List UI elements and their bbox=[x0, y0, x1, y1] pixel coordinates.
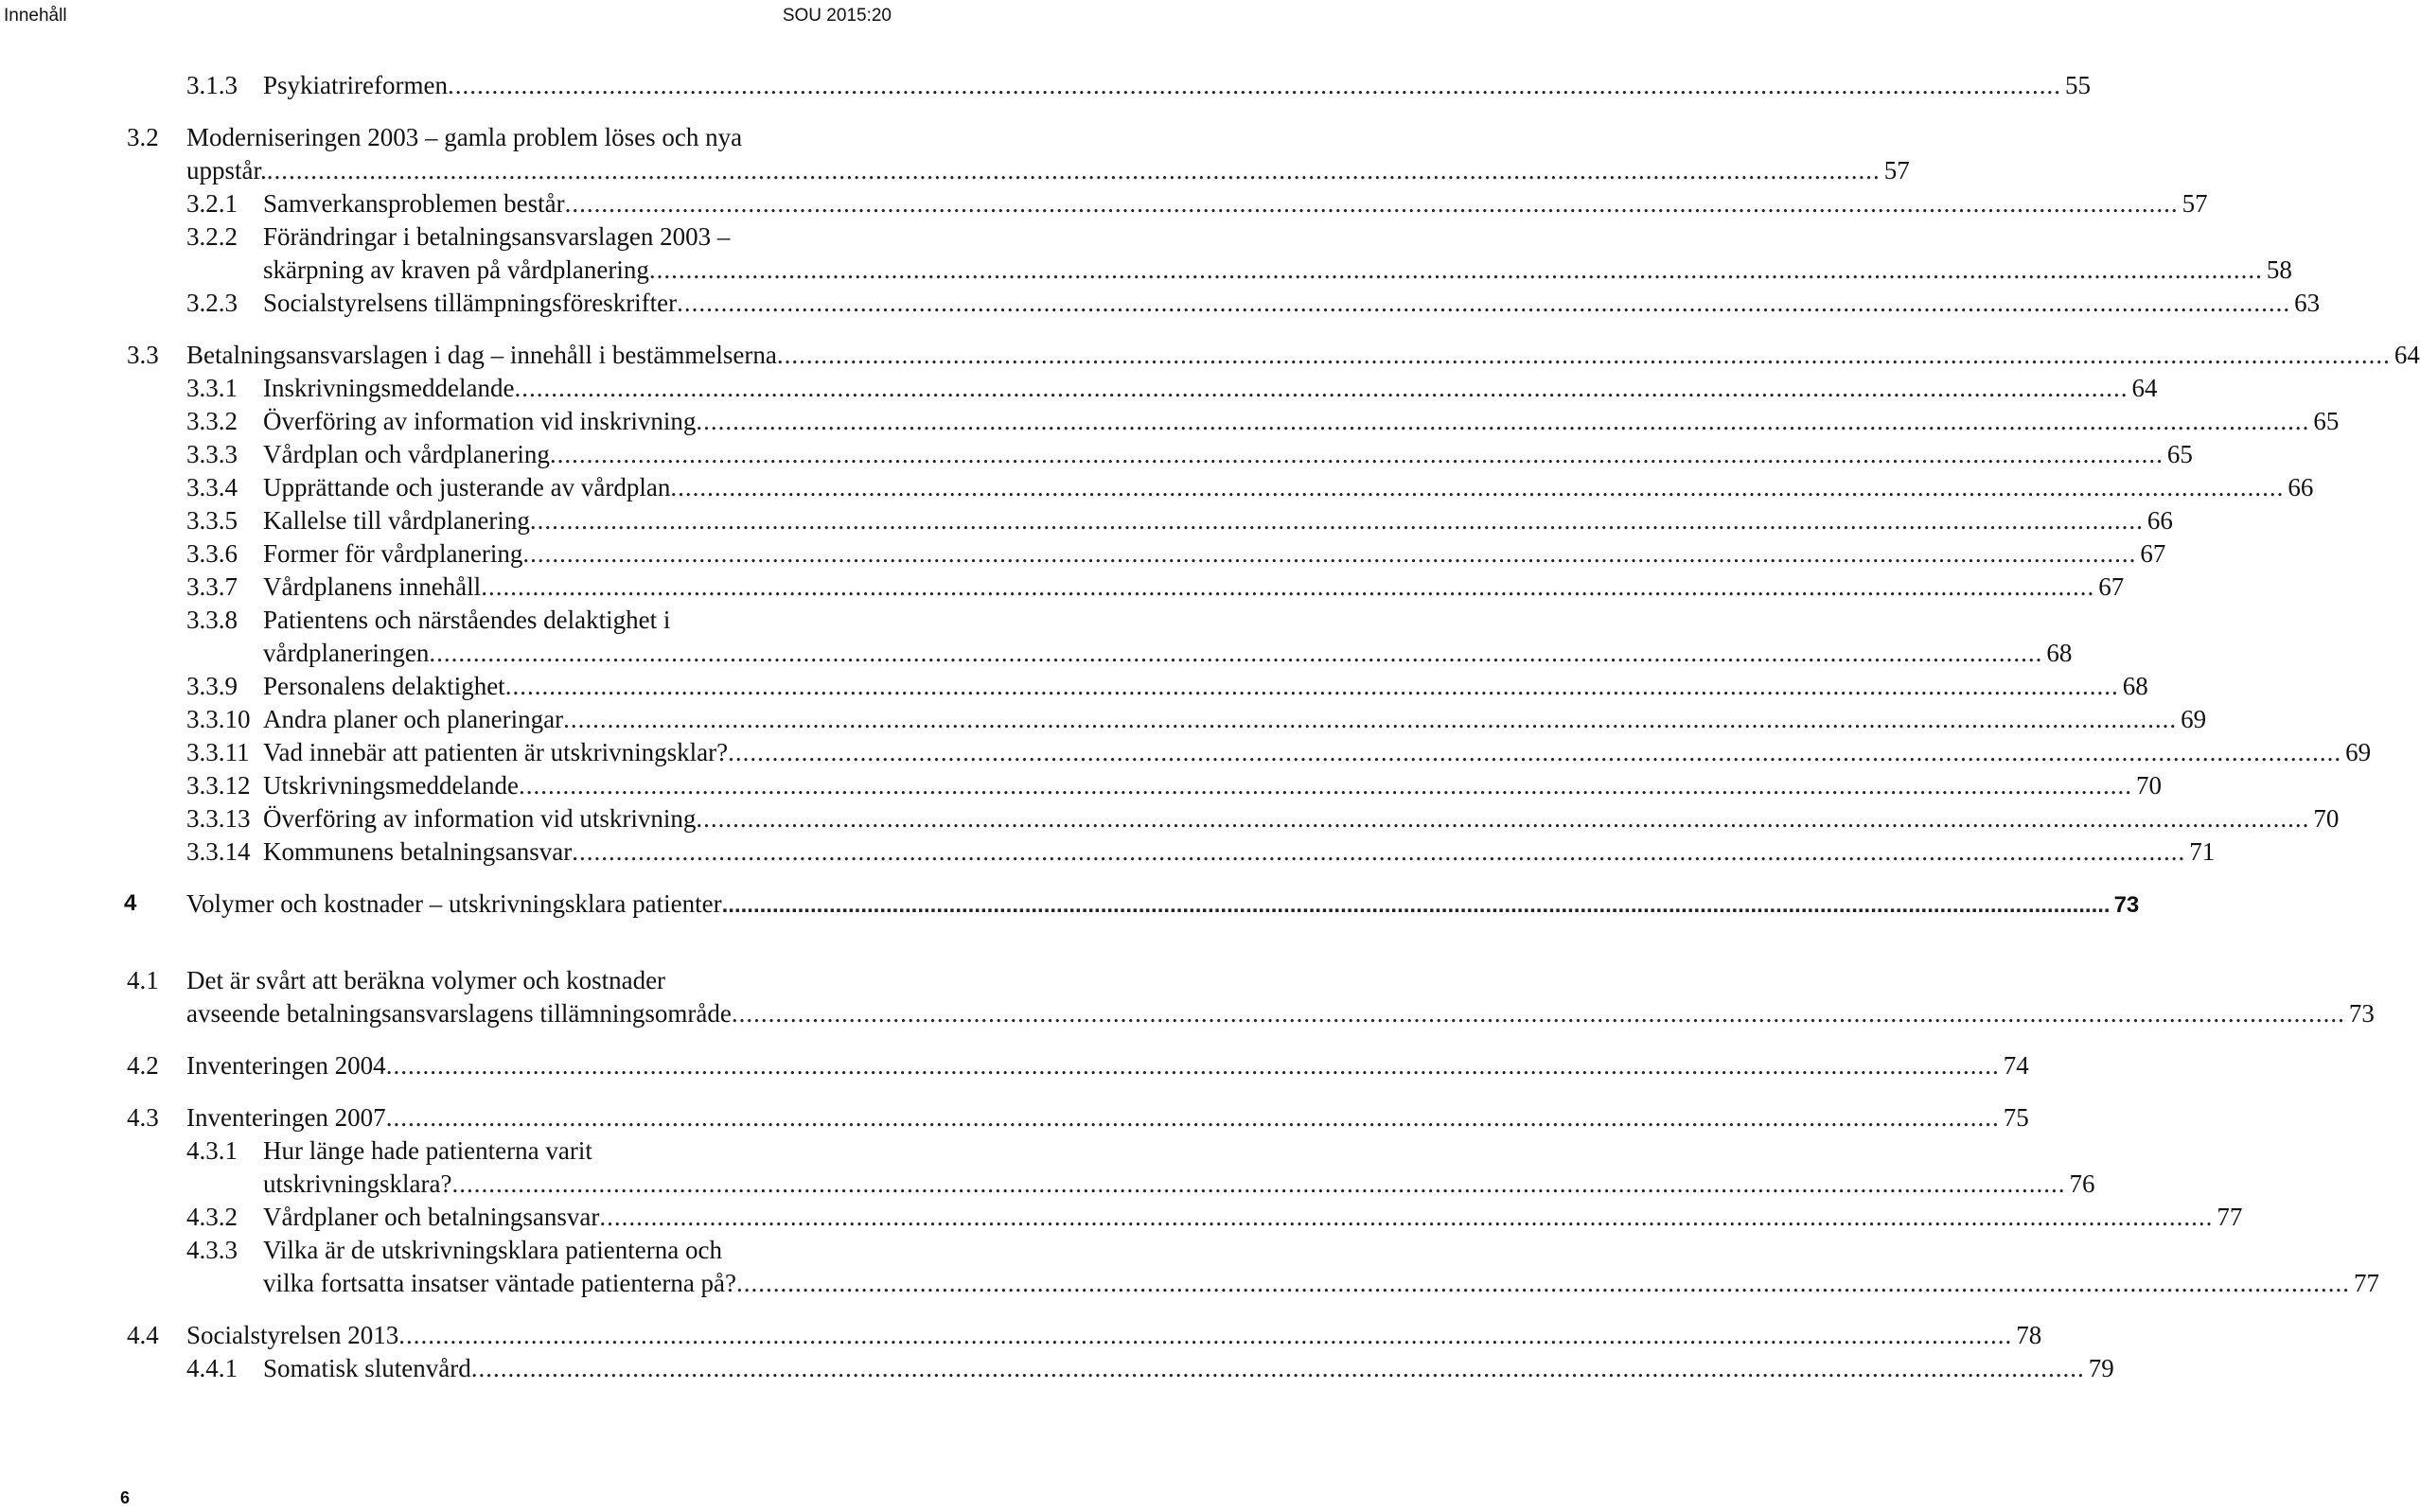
toc-entry-number: 3.3.9 bbox=[186, 672, 238, 700]
toc-entry-page: 77 bbox=[2217, 1203, 2243, 1231]
toc-entry-number: 3.3.1 bbox=[186, 374, 238, 402]
dot-leader: ............................................................................................................................................................................................................................ bbox=[696, 804, 2310, 833]
toc-entry[interactable] bbox=[0, 996, 2375, 1030]
toc-entry[interactable] bbox=[0, 437, 2193, 471]
toc-entry-title: Inskrivningsmeddelande bbox=[263, 374, 515, 402]
toc-entry-title: Vilka är de utskrivningsklara patienterna och bbox=[263, 1236, 722, 1264]
toc-entry[interactable] bbox=[0, 1048, 2029, 1082]
toc-entry-number: 3.3.12 bbox=[186, 771, 251, 800]
toc-entry-page: 68 bbox=[2046, 639, 2073, 667]
toc-entry-page: 64 bbox=[2394, 341, 2420, 369]
toc-entry-number: 3.2 bbox=[127, 123, 159, 151]
running-header-report-id: SOU 2015:20 bbox=[782, 6, 892, 26]
toc-entry[interactable] bbox=[0, 503, 2173, 537]
dot-leader: ............................................................................................................................................................................................................................ bbox=[648, 255, 2263, 284]
toc-entry-title: skärpning av kraven på vårdplanering bbox=[263, 255, 649, 284]
toc-entry-number: 3.3.5 bbox=[186, 506, 238, 535]
toc-entry-page: 69 bbox=[2181, 705, 2207, 733]
toc-entry[interactable] bbox=[0, 1233, 909, 1267]
toc-entry-number: 3.3.6 bbox=[186, 539, 238, 568]
dot-leader: ............................................................................................................................................................................................................................ bbox=[470, 1354, 2085, 1382]
toc-entry-page: 57 bbox=[2182, 189, 2208, 218]
toc-entry-title: Personalens delaktighet bbox=[263, 672, 505, 700]
dot-leader: ............................................................................................................................................................................................................................ bbox=[599, 1203, 2214, 1231]
toc-entry-title: Kallelse till vårdplanering bbox=[263, 506, 530, 535]
toc-entry-number: 3.3.2 bbox=[186, 407, 238, 435]
toc-entry-page: 57 bbox=[1883, 156, 1910, 185]
toc-entry-title: Volymer och kostnader – utskrivningsklara patienter bbox=[186, 889, 722, 918]
toc-entry[interactable] bbox=[0, 186, 2208, 220]
toc-entry-number: 3.1.3 bbox=[186, 71, 238, 99]
toc-entry[interactable] bbox=[0, 1266, 2380, 1300]
dot-leader: ............................................................................................................................................................................................................................ bbox=[564, 189, 2179, 218]
dot-leader: ............................................................................................................................................................................................................................ bbox=[447, 71, 2061, 99]
toc-entry-number: 3.2.3 bbox=[186, 289, 238, 317]
toc-entry-title: Psykiatrireformen bbox=[263, 71, 448, 99]
toc-entry-title: vårdplaneringen bbox=[263, 639, 430, 667]
toc-entry-title: Socialstyrelsen 2013 bbox=[186, 1321, 399, 1349]
toc-entry[interactable] bbox=[0, 963, 909, 997]
toc-entry-page: 74 bbox=[2003, 1051, 2029, 1080]
toc-entry-title: Överföring av information vid inskrivning bbox=[263, 407, 697, 435]
toc-entry[interactable] bbox=[0, 669, 2148, 703]
dot-leader: ............................................................................................................................................................................................................................ bbox=[731, 999, 2345, 1028]
toc-entry[interactable] bbox=[0, 253, 2292, 287]
dot-leader: ............................................................................................................................................................................................................................ bbox=[514, 374, 2129, 402]
toc-entry-number: 3.2.2 bbox=[186, 222, 238, 251]
toc-entry-title: Hur länge hade patienterna varit bbox=[263, 1136, 592, 1165]
toc-entry-page: 65 bbox=[2313, 407, 2340, 435]
toc-entry[interactable] bbox=[0, 603, 909, 637]
toc-entry[interactable] bbox=[0, 768, 2162, 802]
toc-entry[interactable] bbox=[0, 1100, 2029, 1134]
toc-entry-number: 3.3 bbox=[127, 341, 159, 369]
toc-entry-number: 3.3.10 bbox=[186, 705, 251, 733]
dot-leader: ............................................................................................................................................................................................................................ bbox=[518, 771, 2132, 800]
toc-entry-title: Vårdplaner och betalningsansvar bbox=[263, 1203, 600, 1231]
toc-entry-title: Förändringar i betalningsansvarslagen 2003 – bbox=[263, 222, 731, 251]
dot-leader: ............................................................................................................................................................................................................................ bbox=[721, 892, 2111, 918]
toc-entry-number: 3.3.4 bbox=[186, 473, 238, 501]
toc-entry[interactable] bbox=[0, 570, 2125, 604]
toc-entry[interactable] bbox=[0, 1318, 2042, 1352]
dot-leader: ............................................................................................................................................................................................................................ bbox=[429, 639, 2043, 667]
toc-entry[interactable] bbox=[0, 801, 2340, 835]
toc-entry-title: Moderniseringen 2003 – gamla problem löses och nya bbox=[186, 123, 743, 151]
toc-entry-number: 4.4.1 bbox=[186, 1354, 238, 1382]
toc-entry-number: 3.3.8 bbox=[186, 606, 238, 634]
toc-entry[interactable] bbox=[0, 404, 2340, 438]
toc-entry-page: 68 bbox=[2122, 672, 2148, 700]
toc-entry[interactable] bbox=[0, 835, 2216, 869]
dot-leader: ............................................................................................................................................................................................................................ bbox=[776, 341, 2391, 369]
toc-entry[interactable] bbox=[0, 338, 2420, 372]
toc-entry[interactable] bbox=[0, 1167, 2095, 1201]
toc-entry-page: 66 bbox=[2146, 506, 2173, 535]
toc-entry-page: 63 bbox=[2294, 289, 2321, 317]
toc-entry[interactable] bbox=[0, 220, 909, 254]
toc-entry-page: 73 bbox=[2113, 892, 2140, 918]
toc-entry[interactable] bbox=[0, 1351, 2114, 1385]
dot-leader: ............................................................................................................................................................................................................................ bbox=[398, 1321, 2013, 1349]
toc-entry-number: 4.4 bbox=[127, 1321, 159, 1349]
toc-entry[interactable] bbox=[0, 636, 2073, 670]
toc-entry-page: 65 bbox=[2166, 440, 2193, 468]
dot-leader: ............................................................................................................................................................................................................................ bbox=[522, 539, 2137, 568]
toc-entry-number: 4.3.2 bbox=[186, 1203, 238, 1231]
toc-entry-page: 67 bbox=[2098, 572, 2125, 601]
toc-entry-title: Former för vårdplanering bbox=[263, 539, 523, 568]
toc-entry-page: 67 bbox=[2140, 539, 2166, 568]
toc-entry[interactable] bbox=[0, 371, 2158, 405]
toc-entry-page: 58 bbox=[2266, 255, 2292, 284]
dot-leader: ............................................................................................................................................................................................................................ bbox=[563, 705, 2178, 733]
toc-entry-page: 66 bbox=[2288, 473, 2314, 501]
toc-entry-title: Inventeringen 2007 bbox=[186, 1103, 386, 1132]
toc-entry-title: Betalningsansvarslagen i dag – innehåll i bestämmelserna bbox=[186, 341, 777, 369]
toc-entry-title: Andra planer och planeringar bbox=[263, 705, 564, 733]
toc-entry-number: 4.3 bbox=[127, 1103, 159, 1132]
toc-entry-page: 71 bbox=[2189, 837, 2216, 866]
toc-entry-number: 3.2.1 bbox=[186, 189, 238, 218]
toc-entry-title: Överföring av information vid utskrivning bbox=[263, 804, 697, 833]
toc-entry-page: 55 bbox=[2064, 71, 2091, 99]
dot-leader: ............................................................................................................................................................................................................................ bbox=[451, 1169, 2066, 1198]
toc-entry-title: utskrivningsklara? bbox=[263, 1169, 452, 1198]
toc-entry-page: 77 bbox=[2354, 1269, 2380, 1297]
dot-leader: ............................................................................................................................................................................................................................ bbox=[385, 1051, 2000, 1080]
toc-entry-page: 73 bbox=[2348, 999, 2375, 1028]
dot-leader: ............................................................................................................................................................................................................................ bbox=[572, 837, 2186, 866]
dot-leader: ............................................................................................................................................................................................................................ bbox=[385, 1103, 2000, 1132]
toc-entry-title: uppstår. bbox=[186, 156, 267, 185]
toc-entry-number: 4.2 bbox=[127, 1051, 159, 1080]
toc-entry-page: 69 bbox=[2345, 738, 2372, 766]
toc-entry-page: 64 bbox=[2131, 374, 2158, 402]
toc-entry-title: Vad innebär att patienten är utskrivningsklar? bbox=[263, 738, 729, 766]
dot-leader: ............................................................................................................................................................................................................................ bbox=[696, 407, 2310, 435]
dot-leader: ............................................................................................................................................................................................................................ bbox=[736, 1269, 2351, 1297]
toc-entry[interactable] bbox=[0, 68, 2091, 102]
toc-entry-title: Kommunens betalningsansvar bbox=[263, 837, 573, 866]
toc-entry-title: Vårdplan och vårdplanering bbox=[263, 440, 550, 468]
toc-entry-title: vilka fortsatta insatser väntade patienterna på? bbox=[263, 1269, 737, 1297]
toc-entry[interactable] bbox=[0, 153, 1910, 187]
dot-leader: ............................................................................................................................................................................................................................ bbox=[677, 289, 2291, 317]
toc-entry-title: Det är svårt att beräkna volymer och kostnader bbox=[186, 966, 666, 994]
toc-entry-page: 70 bbox=[2135, 771, 2162, 800]
toc-entry-number: 4.3.1 bbox=[186, 1136, 238, 1165]
toc-entry-title: Socialstyrelsens tillämpningsföreskrifter bbox=[263, 289, 678, 317]
toc-entry-title: avseende betalningsansvarslagens tillämningsområde bbox=[186, 999, 732, 1028]
dot-leader: ............................................................................................................................................................................................................................ bbox=[504, 672, 2119, 700]
dot-leader: ............................................................................................................................................................................................................................ bbox=[481, 572, 2095, 601]
toc-entry-page: 79 bbox=[2088, 1354, 2114, 1382]
toc-entry-number: 3.3.13 bbox=[186, 804, 251, 833]
toc-entry-title: Inventeringen 2004 bbox=[186, 1051, 386, 1080]
dot-leader: ............................................................................................................................................................................................................................ bbox=[266, 156, 1881, 185]
toc-entry-number: 3.3.11 bbox=[186, 738, 250, 766]
dot-leader: ............................................................................................................................................................................................................................ bbox=[549, 440, 2164, 468]
toc-entry-page: 70 bbox=[2313, 804, 2340, 833]
dot-leader: ............................................................................................................................................................................................................................ bbox=[728, 738, 2342, 766]
running-header-section: Innehåll bbox=[4, 6, 67, 26]
toc-entry-number: 3.3.14 bbox=[186, 837, 251, 866]
toc-entry[interactable] bbox=[0, 702, 2207, 736]
toc-entry-number: 3.3.7 bbox=[186, 572, 238, 601]
toc-entry-title: Patientens och närståendes delaktighet i bbox=[263, 606, 671, 634]
toc-entry[interactable] bbox=[0, 120, 909, 154]
toc-entry-number: 4.1 bbox=[127, 966, 159, 994]
toc-entry-number: 3.3.3 bbox=[186, 440, 238, 468]
toc-chapter-entry[interactable] bbox=[0, 887, 2140, 921]
toc-entry-number: 4 bbox=[124, 890, 137, 916]
toc-entry-title: Utskrivningsmeddelande bbox=[263, 771, 519, 800]
toc-entry-page: 78 bbox=[2016, 1321, 2042, 1349]
toc-entry-page: 75 bbox=[2003, 1103, 2029, 1132]
toc-entry-page: 76 bbox=[2069, 1169, 2095, 1198]
toc-entry-title: Samverkansproblemen består bbox=[263, 189, 565, 218]
toc-entry-title: Somatisk slutenvård bbox=[263, 1354, 471, 1382]
toc-entry[interactable] bbox=[0, 470, 2314, 504]
toc-entry-number: 4.3.3 bbox=[186, 1236, 238, 1264]
toc-entry[interactable] bbox=[0, 735, 2372, 769]
toc-entry[interactable] bbox=[0, 536, 2166, 571]
toc-entry-title: Upprättande och justerande av vårdplan bbox=[263, 473, 671, 501]
dot-leader: ............................................................................................................................................................................................................................ bbox=[670, 473, 2285, 501]
toc-entry[interactable] bbox=[0, 1134, 909, 1168]
toc-entry-title: Vårdplanens innehåll bbox=[263, 572, 482, 601]
page-number: 6 bbox=[120, 1488, 131, 1507]
toc-entry[interactable] bbox=[0, 286, 2321, 320]
dot-leader: ............................................................................................................................................................................................................................ bbox=[529, 506, 2144, 535]
toc-entry[interactable] bbox=[0, 1200, 2243, 1234]
